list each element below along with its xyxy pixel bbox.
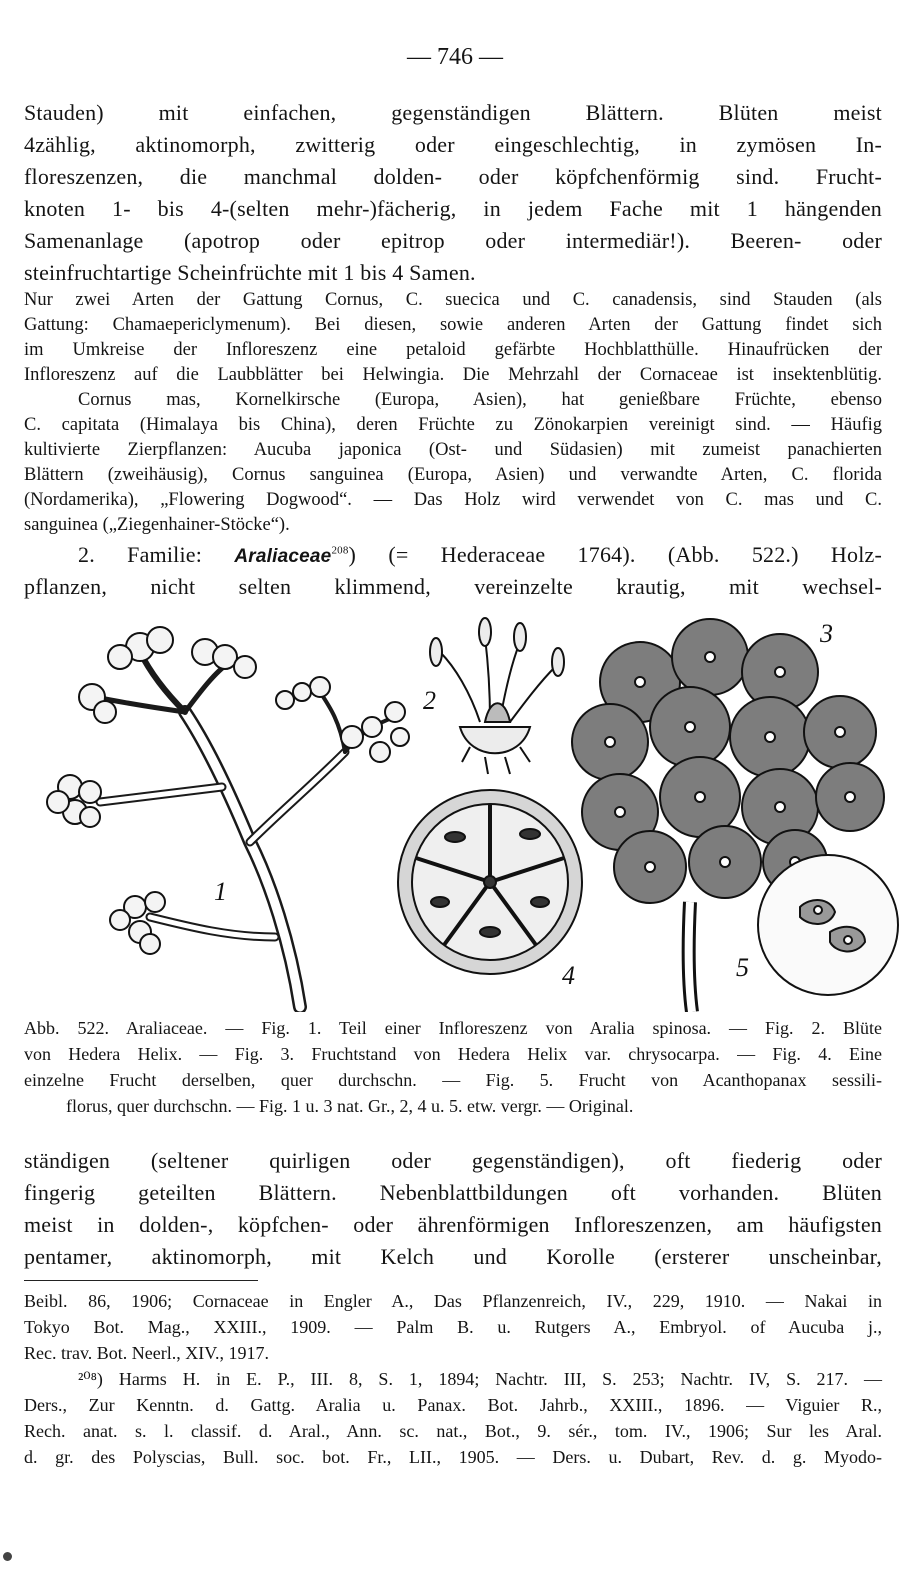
footnote-line: d. gr. des Polyscias, Bull. soc. bot. Fr., LII., 1905. — Ders. u. Dubart, Rev. d. g. Myodo- bbox=[24, 1447, 882, 1467]
fig2-flower bbox=[430, 618, 564, 774]
footnote-line: Tokyo Bot. Mag., XXIII., 1909. — Palm B. u. Rutgers A., Embryol. of Aucuba j., bbox=[24, 1317, 882, 1337]
caption-line: Abb. 522. Araliaceae. — Fig. 1. Teil einer Infloreszenz von Aralia spinosa. — Fig. 2. Blüte bbox=[24, 1018, 882, 1038]
note-line: Nur zwei Arten der Gattung Cornus, C. suecica und C. canadensis, sind Stauden (als bbox=[24, 290, 882, 310]
caption-line: florus, quer durchschn. — Fig. 1 u. 3 nat. Gr., 2, 4 u. 5. etw. vergr. — Original. bbox=[66, 1096, 634, 1116]
body-line: pentamer, aktinomorph, mit Kelch und Korolle (ersterer unscheinbar, bbox=[24, 1244, 882, 1269]
family-name: Araliaceae bbox=[234, 546, 332, 567]
scan-speck bbox=[3, 1552, 12, 1561]
fig-label-1: 1 bbox=[214, 877, 227, 906]
family-rest: ) (= Hederaceae 1764). (Abb. 522.) Holz- bbox=[348, 542, 882, 567]
body-line: knoten 1- bis 4-(selten mehr-)fächerig, in jedem Fache mit 1 hängenden bbox=[24, 196, 882, 221]
fig-label-5: 5 bbox=[736, 953, 749, 982]
family-prefix: 2. Familie: bbox=[78, 542, 235, 567]
note-line: Blättern (zweihäusig), Cornus sanguinea (Europa, Asien) und verwandte Arten, C. florida bbox=[24, 465, 882, 485]
note-line: sanguinea („Ziegenhainer-Stöcke“). bbox=[24, 515, 290, 535]
body-line: 4zählig, aktinomorph, zwitterig oder eingeschlechtig, in zymösen In- bbox=[24, 132, 882, 157]
fig-label-3: 3 bbox=[820, 619, 833, 648]
note-line: kultivierte Zierpflanzen: Aucuba japonica (Ost- und Südasien) mit zumeist panachierten bbox=[24, 440, 882, 460]
note-line: Infloreszenz auf die Laubblätter bei Helwingia. Die Mehrzahl der Cornaceae ist insektenblütig. bbox=[24, 365, 882, 385]
body-line: Stauden) mit einfachen, gegenständigen Blättern. Blüten meist bbox=[24, 100, 882, 125]
footnote-line: Beibl. 86, 1906; Cornaceae in Engler A., Das Pflanzenreich, IV., 229, 1910. — Nakai in bbox=[24, 1291, 882, 1311]
body-line: steinfruchtartige Scheinfrüchte mit 1 bis 4 Samen. bbox=[24, 260, 476, 285]
note-line: (Nordamerika), „Flowering Dogwood“. — Das Holz wird verwendet von C. mas und C. bbox=[24, 490, 882, 510]
footnote-ref: 208 bbox=[331, 544, 349, 557]
body-line: meist in dolden-, köpfchen- oder ährenförmigen Infloreszenzen, am häufigsten bbox=[24, 1212, 882, 1237]
footnote-line: ²⁰⁸) Harms H. in E. P., III. 8, S. 1, 1894; Nachtr. III, S. 253; Nachtr. IV, S. 217. — bbox=[78, 1369, 882, 1389]
body-line: ständigen (seltener quirligen oder gegenständigen), oft fiederig oder bbox=[24, 1148, 882, 1173]
fig1-inflorescence bbox=[95, 652, 395, 1007]
body-line: Samenanlage (apotrop oder epitrop oder intermediär!). Beeren- oder bbox=[24, 228, 882, 253]
footnote-divider bbox=[24, 1280, 258, 1281]
footnote-line: Ders., Zur Kenntn. d. Gattg. Aralia u. Panax. Bot. Jahrb., XXIII., 1896. — Viguier R., bbox=[24, 1395, 882, 1415]
page-number: — 746 — bbox=[407, 44, 503, 70]
note-line: im Umkreise der Infloreszenz eine petaloid gefärbte Hochblatthülle. Hinaufrücken der bbox=[24, 340, 882, 360]
note-line: C. capitata (Himalaya bis China), deren Früchte zu Zönokarpien vereinigt sind. — Häufig bbox=[24, 415, 882, 435]
body-line: floreszenzen, die manchmal dolden- oder köpfchenförmig sind. Frucht- bbox=[24, 164, 882, 189]
family-heading bbox=[78, 544, 882, 566]
caption-line: von Hedera Helix. — Fig. 3. Fruchtstand von Hedera Helix var. chrysocarpa. — Fig. 4. Eine bbox=[24, 1044, 882, 1064]
caption-line: einzelne Frucht derselben, quer durchschn. — Fig. 5. Frucht von Acanthopanax sessili- bbox=[24, 1070, 882, 1090]
fig-label-2: 2 bbox=[423, 686, 436, 715]
note-line: Gattung: Chamaepericlymenum). Bei diesen, sowie anderen Arten der Gattung findet sich bbox=[24, 315, 882, 335]
body-line: fingerig geteilten Blättern. Nebenblattbildungen oft vorhanden. Blüten bbox=[24, 1180, 882, 1205]
botanical-figure bbox=[0, 612, 910, 1012]
footnote-line: Rech. anat. s. l. classif. d. Aral., Ann. sc. nat., Bot., 9. sér., tom. IV., 1906; Sur les Aral. bbox=[24, 1421, 882, 1441]
footnote-line: Rec. trav. Bot. Neerl., XIV., 1917. bbox=[24, 1343, 269, 1363]
fig5-fruit-section bbox=[758, 855, 898, 995]
body-line: pflanzen, nicht selten klimmend, vereinzelte krautig, mit wechsel- bbox=[24, 574, 882, 599]
fig4-fruit-section bbox=[398, 790, 582, 974]
note-line: Cornus mas, Kornelkirsche (Europa, Asien), hat genießbare Früchte, ebenso bbox=[78, 390, 882, 410]
fig-label-4: 4 bbox=[562, 961, 575, 990]
